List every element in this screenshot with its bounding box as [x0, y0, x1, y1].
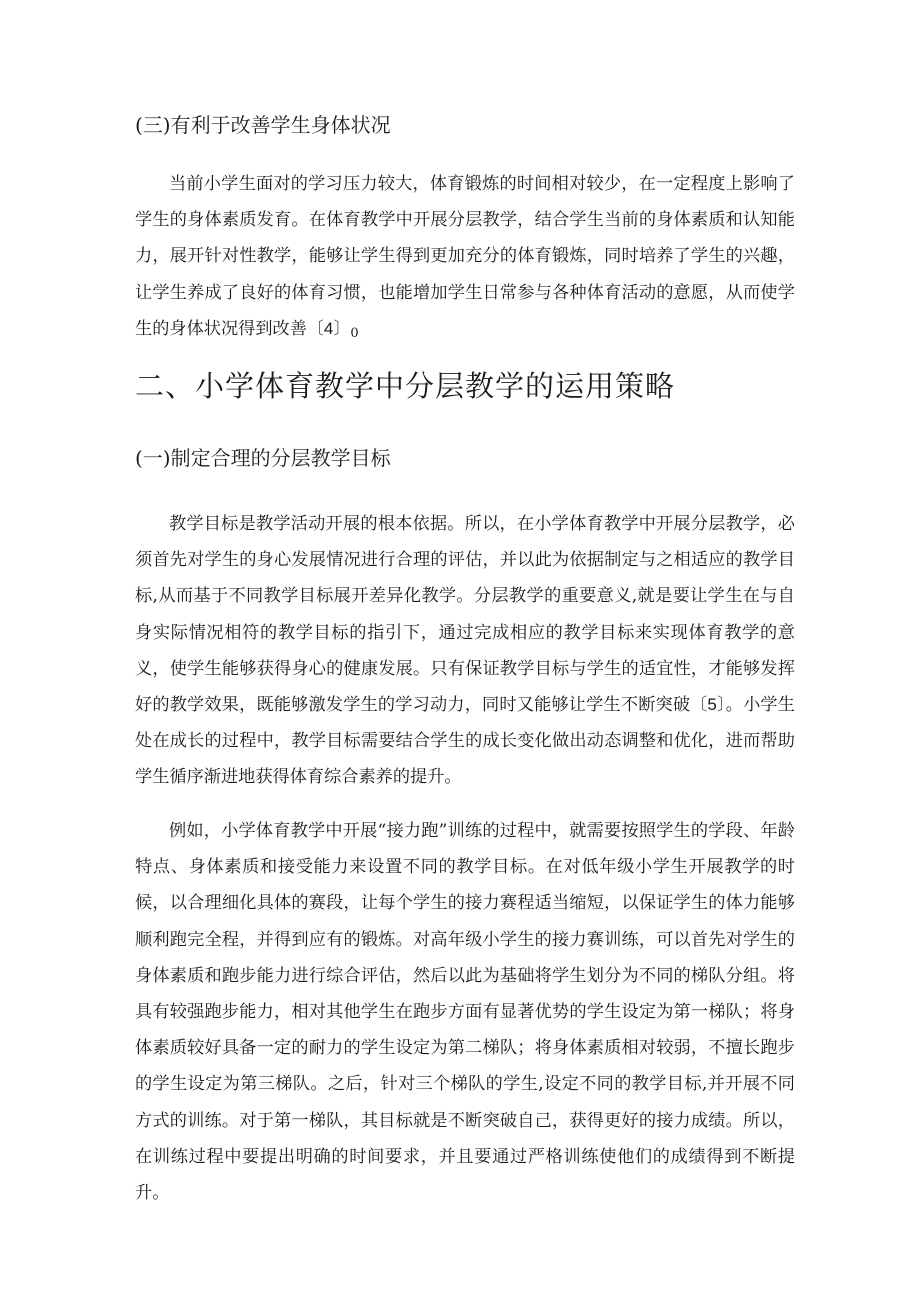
- paragraph-text: 。小学生处在成长的过程中，教学目标需要结合学生的成长变化做出动态调整和优化，进而帮助学生循序渐进地获得体育综合素养的提升。: [135, 695, 795, 788]
- section-heading-3: (三)有利于改善学生身体状况: [135, 113, 391, 137]
- paragraph-end-mark: 0: [350, 325, 359, 341]
- paragraph-text: 教学目标是教学活动开展的根本依据。所以，在小学体育教学中开展分层教学，必须首先对学生的身心发展情况进行合理的评估，并以此为依据制定与之相适应的教学目标,从而基于不同教学目标展开差异化教学。分层教学的重要意义,就是要让学生在与自身实际情况相符的教学目标的指引下，通过完成相应的教学目标来实现体育教学的意义，使学生能够获得身心的健康发展。只有保证教学目标与学生的适宜性，才能够发挥好的教学效果，既能够激发学生的学习动力，同时又能够让学生不断突破: [135, 514, 795, 716]
- section-heading-1: (一)制定合理的分层教学目标: [135, 446, 391, 470]
- citation-ref: 〔5〕: [690, 695, 726, 715]
- chapter-heading: 二、小学体育教学中分层教学的运用策略: [135, 369, 676, 403]
- paragraph-body-goals: [135, 506, 795, 796]
- paragraph-body-relay-example: 例如，小学体育教学中开展“接力跑”训练的过程中，就需要按照学生的学段、年龄特点、身体素质和接受能力来设置不同的教学目标。在对低年级小学生开展教学的时候，以合理细化具体的赛段，让每个学生的接力赛程适当缩短，以保证学生的体力能够顺利跑完全程，并得到应有的锻炼。对高年级小学生的接力赛训练，可以首先对学生的身体素质和跑步能力进行综合评估，然后以此为基础将学生划分为不同的梯队分组。将具有较强跑步能力，相对其他学生在跑步方面有显著优势的学生设定为第一梯队；将身体素质较好具备一定的耐力的学生设定为第二梯队；将身体素质相对较弱，不擅长跑步的学生设定为第三梯队。之后，针对三个梯队的学生,设定不同的教学目标,并开展不同方式的训练。对于第一梯队，其目标就是不断突破自己，获得更好的接力成绩。所以，在训练过程中要提出明确的时间要求，并且要通过严格训练使他们的成绩得到不断提升。: [135, 821, 795, 1204]
- paragraph-body-health: [135, 166, 795, 352]
- paragraph-text: 当前小学生面对的学习压力较大，体育锻炼的时间相对较少，在一定程度上影响了学生的身体素质发育。在体育教学中开展分层教学，结合学生当前的身体素质和认知能力，展开针对性教学，能够让学生得到更加充分的体育锻炼，同时培养了学生的兴趣，让学生养成了良好的体育习惯，也能增加学生日常参与各种体育活动的意愿，从而使学生的身体状况得到改善: [135, 174, 795, 339]
- citation-ref: 〔4〕: [306, 318, 351, 338]
